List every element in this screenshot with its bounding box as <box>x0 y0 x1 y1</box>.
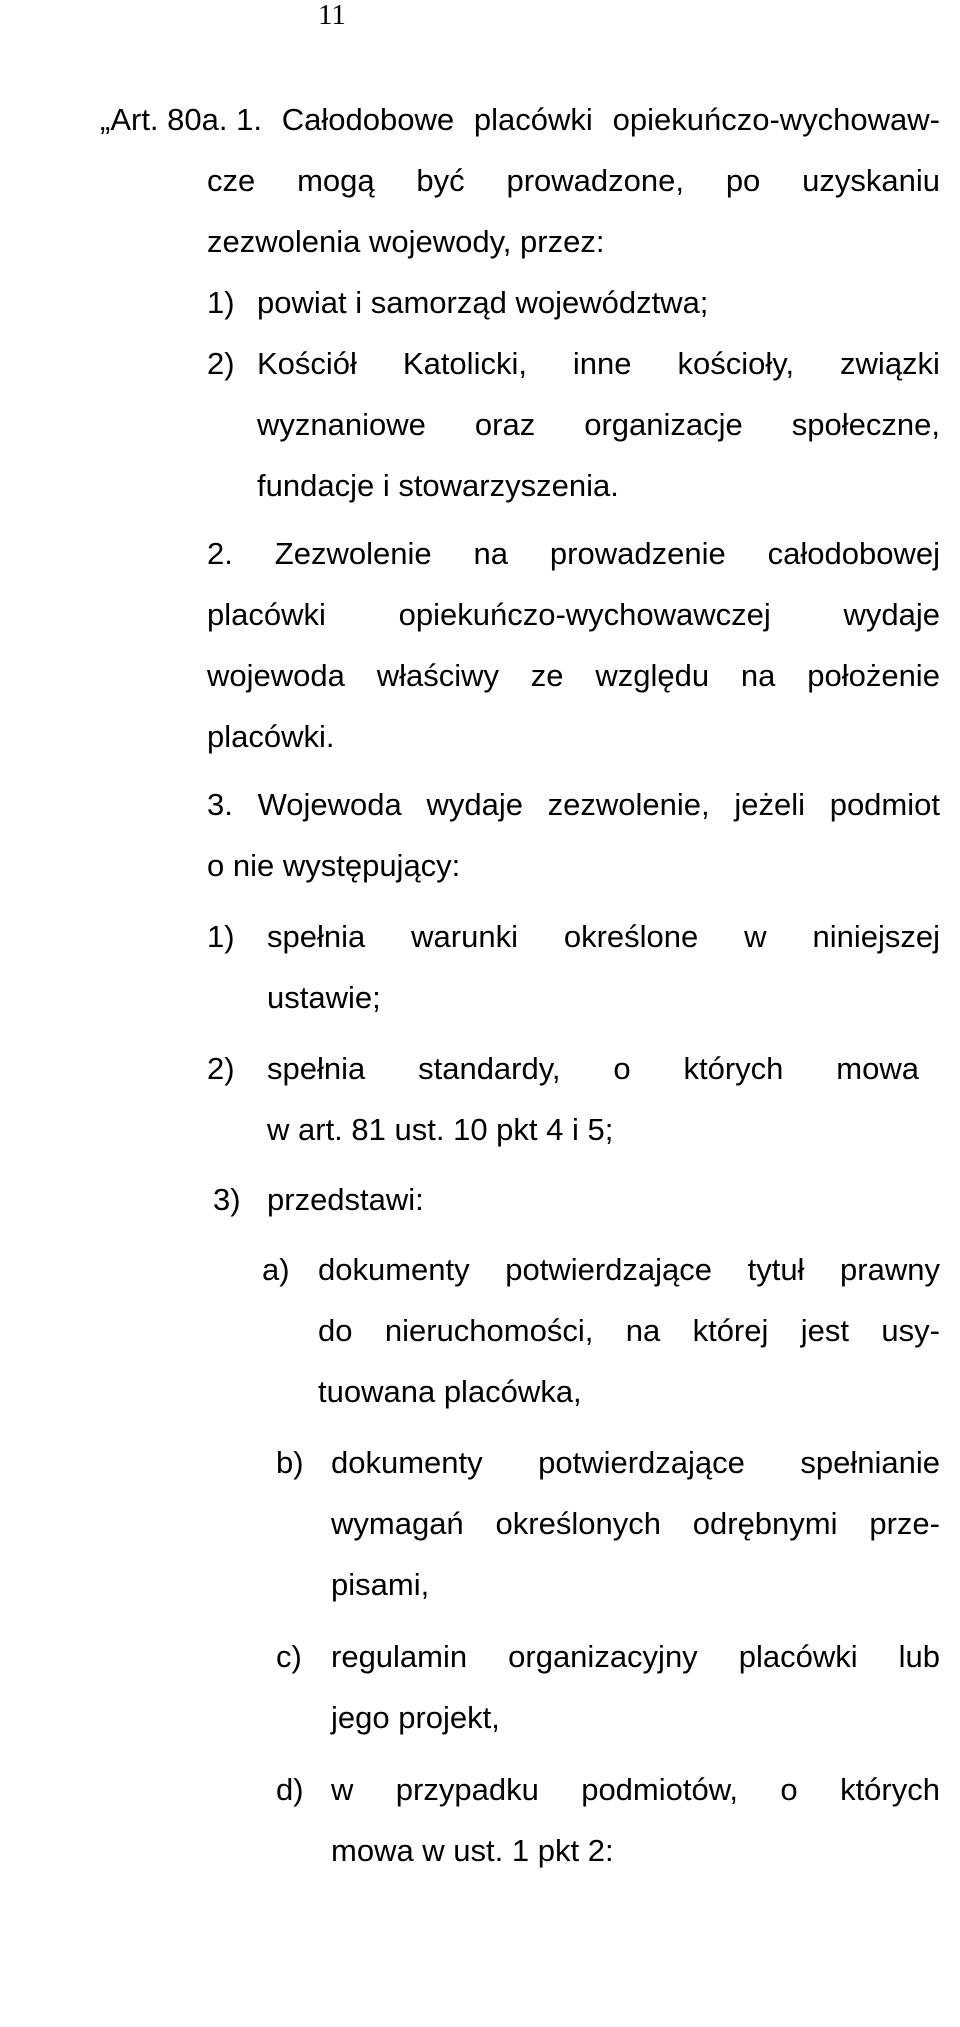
word: być <box>416 163 465 198</box>
word: oraz <box>474 407 536 442</box>
word: organizacyjny <box>508 1639 698 1674</box>
word: dokumenty <box>331 1445 483 1480</box>
text-line <box>207 785 940 825</box>
word: dokumenty <box>318 1252 470 1287</box>
word: Wojewoda <box>257 787 402 822</box>
word: Kościół <box>257 346 357 381</box>
point-number: 2) <box>207 1051 235 1086</box>
text-line <box>207 161 940 201</box>
word: spełnia <box>267 919 366 954</box>
word: standardy, <box>418 1051 561 1086</box>
word: 3. <box>207 787 233 822</box>
text-line <box>331 1504 940 1544</box>
word: kościoły, <box>677 346 795 381</box>
word: mowa <box>836 1051 919 1086</box>
word: odrębnymi <box>692 1506 838 1541</box>
word: Całodobowe <box>281 102 455 137</box>
text-line <box>331 1637 940 1677</box>
text-line: placówki. <box>207 719 335 754</box>
word: opiekuńczo-wychowawczej <box>398 597 771 632</box>
word: których <box>840 1772 940 1807</box>
text-line <box>207 534 940 574</box>
text-line <box>318 1311 940 1351</box>
text-line: jego projekt, <box>331 1700 500 1735</box>
word: w <box>744 919 767 954</box>
word: na <box>625 1313 661 1348</box>
word: placówki <box>207 597 326 632</box>
text-line <box>207 595 940 635</box>
text-line: powiat i samorząd województwa; <box>257 285 709 320</box>
text-line <box>267 1049 919 1089</box>
word: prowadzenie <box>549 536 726 571</box>
text-line: tuowana placówka, <box>318 1374 582 1409</box>
letter-marker: c) <box>276 1639 302 1674</box>
word: o <box>613 1051 631 1086</box>
word: niniejszej <box>812 919 940 954</box>
point-number: 2) <box>207 346 235 381</box>
word: potwierdzające <box>538 1445 745 1480</box>
word: na <box>740 658 776 693</box>
word: usy- <box>881 1313 940 1348</box>
word: całodobowej <box>767 536 940 571</box>
word: prawny <box>840 1252 940 1287</box>
word: Katolicki, <box>402 346 527 381</box>
page-number: 11 <box>318 0 346 31</box>
text-line <box>267 917 940 957</box>
word: jest <box>800 1313 850 1348</box>
word: ze <box>530 658 564 693</box>
text-line: fundacje i stowarzyszenia. <box>257 468 619 503</box>
word: prowadzone, <box>506 163 684 198</box>
word: opiekuńczo-wychowaw- <box>612 102 940 137</box>
word: tytuł <box>747 1252 805 1287</box>
word: regulamin <box>331 1639 468 1674</box>
word: spełnianie <box>800 1445 940 1480</box>
text-line: mowa w ust. 1 pkt 2: <box>331 1833 614 1868</box>
point-number: 1) <box>207 919 235 954</box>
word: wyznaniowe <box>257 407 426 442</box>
word: do <box>318 1313 353 1348</box>
word: wydaje <box>426 787 523 822</box>
word: na <box>473 536 508 571</box>
word: mogą <box>297 163 375 198</box>
word: których <box>683 1051 784 1086</box>
word: placówki <box>738 1639 858 1674</box>
word: wojewoda <box>207 658 345 693</box>
text-line: pisami, <box>331 1567 430 1602</box>
word: związki <box>840 346 940 381</box>
text-line <box>318 1250 940 1290</box>
word: w <box>331 1772 354 1807</box>
text-line: o nie występujący: <box>207 848 461 883</box>
word: nieruchomości, <box>384 1313 594 1348</box>
word: względu <box>595 658 710 693</box>
word: spełnia <box>267 1051 366 1086</box>
point-number: 1) <box>207 285 235 320</box>
word: wydaje <box>843 597 940 632</box>
word: 2. <box>207 536 233 571</box>
word: określonych <box>495 1506 661 1541</box>
word: przypadku <box>395 1772 539 1807</box>
word: uzyskaniu <box>802 163 940 198</box>
text-line <box>257 405 940 445</box>
text-line <box>331 1770 940 1810</box>
letter-marker: b) <box>276 1445 304 1480</box>
word: podmiot <box>829 787 940 822</box>
text-line: w art. 81 ust. 10 pkt 4 i 5; <box>267 1112 614 1147</box>
word: określone <box>563 919 699 954</box>
text-line: zezwolenia wojewody, przez: <box>207 224 605 259</box>
word: położenie <box>807 658 940 693</box>
text-line: przedstawi: <box>267 1182 424 1217</box>
text-line <box>331 1443 940 1483</box>
word: o <box>780 1772 798 1807</box>
word: „Art. 80a. 1. <box>100 102 262 137</box>
word: społeczne, <box>791 407 940 442</box>
word: właściwy <box>376 658 499 693</box>
word: podmiotów, <box>581 1772 739 1807</box>
letter-marker: d) <box>276 1772 304 1807</box>
letter-marker: a) <box>262 1252 290 1287</box>
word: inne <box>572 346 632 381</box>
text-line <box>207 656 940 696</box>
word: lub <box>898 1639 940 1674</box>
word: jeżeli <box>734 787 805 822</box>
word: której <box>692 1313 769 1348</box>
word: placówki <box>473 102 593 137</box>
word: cze <box>207 163 256 198</box>
text-line <box>257 344 940 384</box>
text-line: ustawie; <box>267 980 381 1015</box>
word: wymagań <box>331 1506 464 1541</box>
word: potwierdzające <box>505 1252 713 1287</box>
word: zezwolenie, <box>547 787 710 822</box>
word: warunki <box>411 919 518 954</box>
point-number: 3) <box>213 1182 241 1217</box>
word: organizacje <box>584 407 743 442</box>
word: prze- <box>869 1506 940 1541</box>
word: Zezwolenie <box>274 536 432 571</box>
text-line <box>100 100 940 140</box>
word: po <box>725 163 761 198</box>
